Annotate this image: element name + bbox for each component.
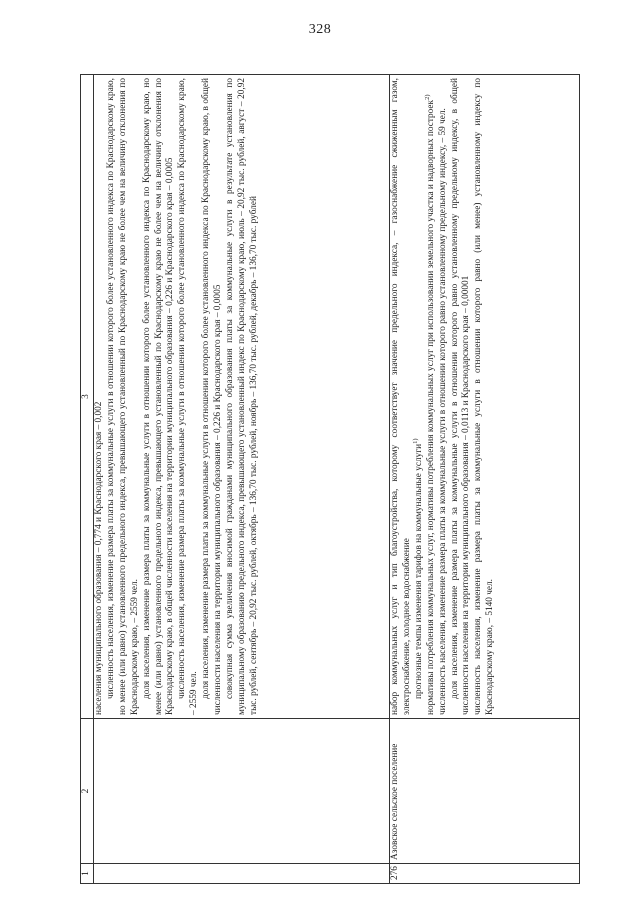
indicator-text: набор коммунальных услуг и тип благоустройства, которому соответствует значение предельного индекса, – газоснабжение сжиженным газом, электроснабжение, холодное водоснабжение: [390, 78, 412, 715]
municipality-name-cell: Азовское сельское поселение: [390, 719, 580, 864]
row-number-cell: 276: [390, 864, 580, 884]
table-header-cell: 1: [81, 864, 94, 884]
indicator-paragraph: [390, 78, 414, 715]
indicator-text: прогнозные темпы изменения тарифов на коммунальные услуги: [413, 443, 424, 699]
indicator-paragraph: [411, 78, 426, 715]
indicators-cell: [94, 75, 390, 719]
indicator-paragraph: [225, 78, 261, 715]
indicator-text: численность населения, изменение размера платы за коммунальные услуги в отношении которого более установленного индекса по Краснодарскому краю, – 2559 чел.: [177, 78, 200, 715]
indicator-paragraph: [142, 78, 178, 715]
table-header-row: [81, 75, 94, 884]
indicator-text: населения муниципального образования – 0,774 и Краснодарского края – 0,002: [94, 401, 104, 715]
rotated-table-container: [80, 78, 640, 884]
legal-table: [80, 74, 580, 884]
footnote-marker: 2): [423, 94, 431, 100]
indicator-paragraph: [177, 78, 201, 715]
indicator-text: нормативы потребления коммунальных услуг, нормативы потребления коммунальных услуг при использовании земельного участка и надворных построек: [425, 99, 436, 715]
footnote-marker: 1): [411, 438, 419, 444]
indicator-paragraph: [450, 78, 474, 715]
page-number: 328: [308, 22, 332, 37]
table-row: [94, 75, 390, 884]
indicator-text: доля населения, изменение размера платы за коммунальные услуги в отношении которого равно установленному предельному индексу, в общей численности населения на территории муниципального образования – 0,0113 и Краснодарского края – 0,00001: [449, 78, 472, 715]
indicator-text: численность населения, изменение размера платы за коммунальные услуги в отношении которого более установленного индекса по Краснодарскому краю, но менее (или равно) установленного предельного индекса, превышающего установленный по Краснодарскому краю не более чем на величину отклонения по Краснодарскому краю, – 2559 чел.: [105, 78, 140, 715]
indicator-paragraph: [94, 78, 106, 715]
municipality-name-cell: [94, 719, 390, 864]
table-header-cell: 2: [81, 719, 94, 864]
indicator-paragraph: [106, 78, 142, 715]
indicator-text: численность населения, изменение размера платы за коммунальные услуги в отношении которого равно установленному предельному индексу, – 59 чел.: [437, 108, 448, 715]
indicator-paragraph: [473, 78, 497, 715]
indicator-paragraph: [423, 78, 438, 715]
indicator-text: совокупная сумма увеличения вносимой гражданами муниципального образования платы за коммунальные услуги в результате установления по муниципальному образованию предельного индекса, превышающего установленный индекс по Краснодарскому краю, июль – 20,92 тыс. рублей, август – 20,92 тыс. рублей, сентябрь – 20,92 тыс. рублей, октябрь – 136,70 тыс. рублей, ноябрь – 136,70 тыс. рублей, декабрь – 136,70 тыс. рублей: [224, 78, 259, 715]
indicator-paragraph: [201, 78, 225, 715]
row-number-cell: [94, 864, 390, 884]
indicators-cell: [390, 75, 580, 719]
indicator-text: численность населения, изменение размера платы за коммунальные услуги в отношении которого равно (или менее) установленному индексу по Краснодарскому краю, – 5140 чел.: [473, 78, 496, 715]
indicator-text: доля населения, изменение размера платы за коммунальные услуги в отношении которого более установленного индекса по Краснодарскому краю, но менее (или равно) установленного предельного индекса, превышающего установленный по Краснодарскому краю не более чем на величину отклонения по Краснодарскому краю, в общей численности населения на территории муниципального образования – 0,226 и Краснодарского края – 0,0005: [141, 78, 176, 715]
indicator-paragraph: [438, 78, 450, 715]
indicator-text: доля населения, изменение размера платы за коммунальные услуги в отношении которого более установленного индекса по Краснодарскому краю, в общей численности населения на территории муниципального образования – 0,226 и Краснодарского края – 0,0005: [201, 78, 224, 715]
table-header-cell: 3: [81, 75, 94, 719]
table-row: [390, 75, 580, 884]
